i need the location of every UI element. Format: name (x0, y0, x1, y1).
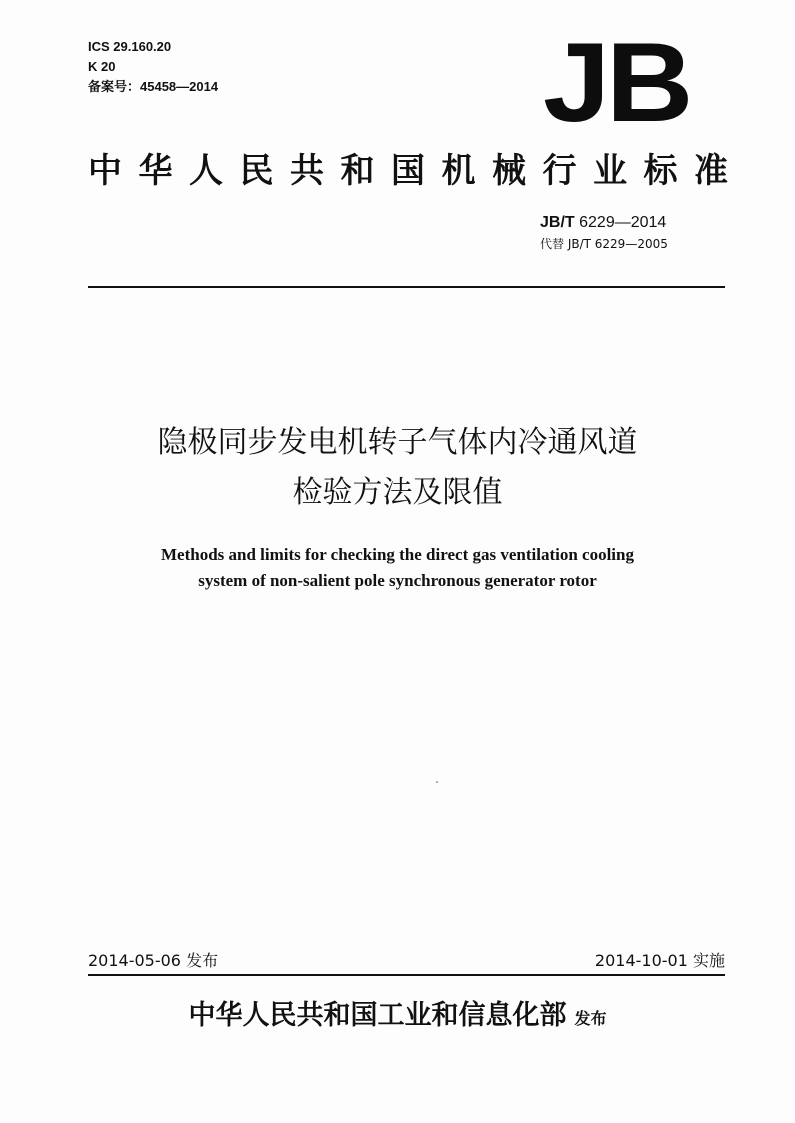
publisher-line (0, 998, 795, 1037)
publisher-action: 发布 (574, 1009, 607, 1028)
category-char: 华 (138, 151, 173, 191)
standard-code (540, 212, 668, 234)
category-char: 行 (542, 151, 577, 191)
category-char: 业 (593, 151, 627, 191)
category-char: 机 (441, 151, 476, 191)
category-char: 民 (239, 151, 274, 191)
category-char: 标 (643, 151, 678, 191)
filing-number: 备案号：45458—2014 (88, 79, 219, 94)
replaces-standard: 代替 JB/T 6229—2005 (540, 237, 668, 251)
chinese-title-line-2: 检验方法及限值 (292, 475, 503, 510)
english-title-line-2: system of non-salient pole synchronous generator rotor (198, 571, 597, 590)
english-title-line-1: Methods and limits for checking the direct gas ventilation cooling (160, 545, 634, 564)
document-metadata (88, 37, 218, 97)
ics-code: ICS 29.160.20 (88, 39, 172, 54)
bottom-divider (88, 974, 725, 976)
top-divider (88, 286, 725, 288)
standard-category-title (88, 147, 728, 195)
category-char: 国 (391, 151, 425, 191)
jb-logo: JB (543, 20, 689, 145)
implementation-date: 2014-10-01 实施 (594, 951, 725, 970)
classification-code: K 20 (88, 59, 116, 74)
category-char: 和 (340, 151, 375, 191)
standard-code-prefix: JB/T (540, 214, 575, 231)
scan-speck (436, 781, 438, 783)
category-char: 械 (492, 151, 526, 191)
category-char: 人 (189, 151, 223, 191)
standard-code-number: 6229—2014 (579, 214, 667, 231)
chinese-title-line-1: 隐极同步发电机转子气体内冷通风道 (157, 425, 638, 460)
category-char: 中 (88, 151, 122, 191)
issue-date: 2014-05-06 发布 (88, 951, 219, 970)
publisher-organization: 中华人民共和国工业和信息化部 (188, 1000, 567, 1031)
standard-code-block (540, 212, 668, 254)
category-char: 准 (694, 151, 728, 191)
category-char: 共 (290, 151, 324, 191)
